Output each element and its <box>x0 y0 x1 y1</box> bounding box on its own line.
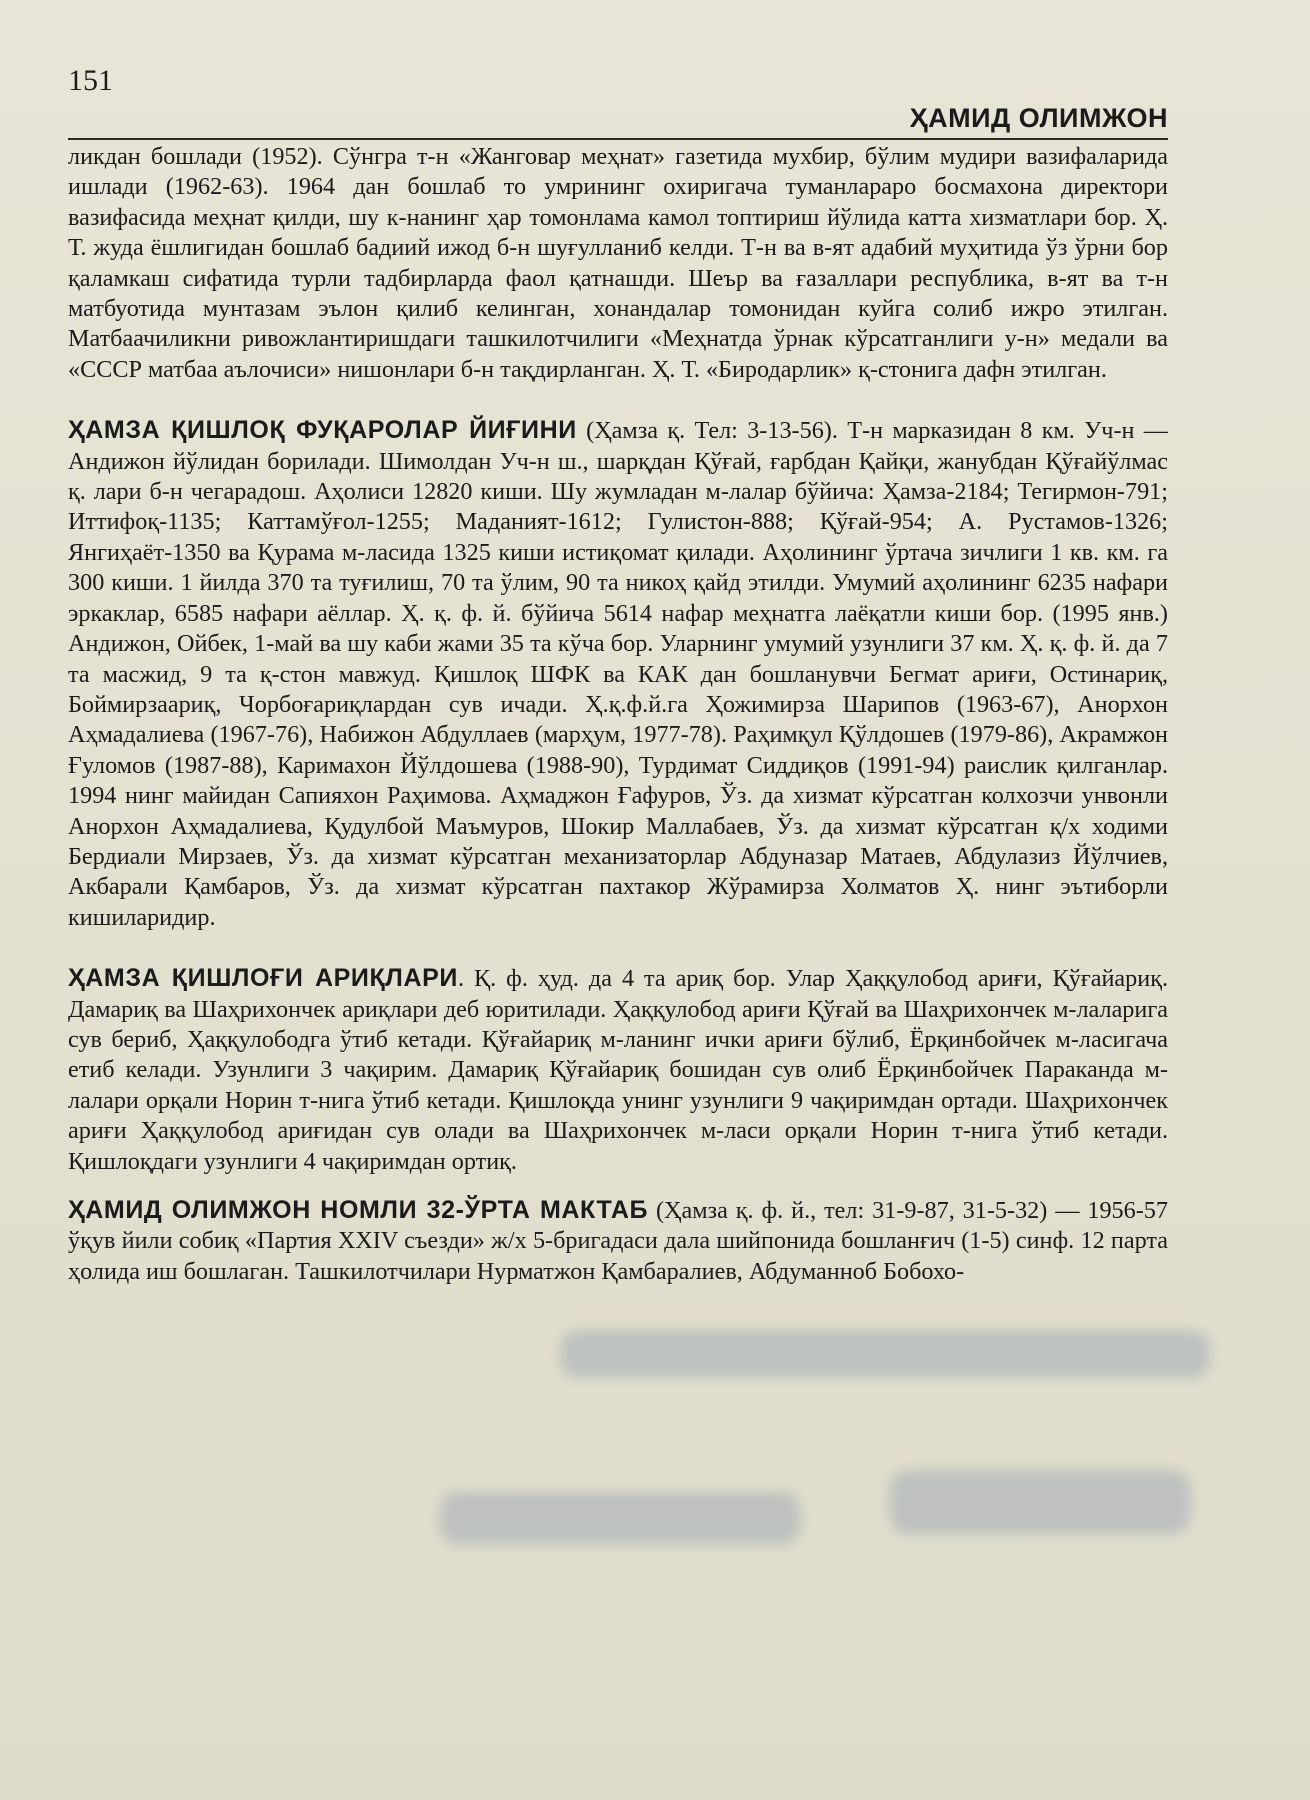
ink-stain <box>890 1470 1190 1534</box>
page-body <box>68 142 1168 1287</box>
entry-headword: ҲАМИД ОЛИМЖОН НОМЛИ 32-ЎРТА МАКТАБ <box>68 1196 649 1224</box>
entry-hamza-village-canals <box>68 963 1168 1177</box>
entry-text: (Ҳамза қ. ф. й., тел: 31-9-87, 31-5-32) — 1956-57 ўқув йили собиқ «Партия XXIV съезди» ж/х 5-бригадаси дала шийпонида бошланғич (1-5) синф. 12 парта ҳолида иш бошлаган. Ташкилотчилари Нурматжон Қамбаралиев, Абдуманноб Бобохо- <box>68 1197 1168 1285</box>
entry-headword: ҲАМЗА ҚИШЛОҒИ АРИҚЛАРИ <box>68 964 458 993</box>
page-header <box>68 62 1168 140</box>
ink-stain <box>560 1330 1210 1378</box>
ink-stain <box>440 1492 800 1544</box>
intro-paragraph: ликдан бошлади (1952). Сўнгра т-н «Жанговар меҳнат» газетида мухбир, бўлим мудири вазифаларида ишлади (1962-63). 1964 дан бошлаб то умрининг охиригача туманлараро босмахона директори вазифасида меҳнат қилди, шу к-нанинг ҳар томонлама камол топтириш йўлида катта хизматлари бор. Ҳ. Т. жуда ёшлигидан бошлаб бадиий ижод б-н шуғулланиб келди. Т-н ва в-ят адабий муҳитида ўз ўрни бор қаламкаш сифатида турли тадбирларда фаол қатнашди. Шеър ва ғазаллари республика, в-ят ва т-н матбуотида мунтазам эълон қилиб келинган, хонандалар томонидан куйга солиб ижро этилган. Матбаачиликни ривожлантиришдаги ташкилотчилиги «Меҳнатда ўрнак кўрсатганлиги у-н» медали ва «СССР матбаа аълочиси» нишонлари б-н тақдирланган. Ҳ. Т. «Биродарлик» қ-стонига дафн этилган. <box>68 143 1168 383</box>
entry-text: . Қ. ф. ҳуд. да 4 та ариқ бор. Улар Ҳаққулобод ариғи, Қўғайариқ. Дамариқ ва Шаҳрихончек ариқлари деб юритилади. Ҳаққулобод ариғи Қўғай ва Шаҳрихончек м-лаларига сув бериб, Ҳаққулободга ўтиб кетади. Қўғайариқ м-ланинг ички ариғи бўлиб, Ёрқинбойчек м-ласигача етиб келади. Узунлиги 3 чақирим. Дамариқ Қўғайариқ бошидан сув олиб Ёрқинбойчек Параканда м-лалари орқали Норин т-нига ўтиб кетади. Қишлоқда унинг узунлиги 9 чақиримдан ортади. Шаҳрихончек ариғи Ҳаққулобод ариғидан сув олади ва Шаҳрихончек м-ласи орқали Норин т-нига ўтиб кетади. Қишлоқдаги узунлиги 4 чақиримдан ортиқ. <box>68 965 1168 1175</box>
entry-headword: ҲАМЗА ҚИШЛОҚ ФУҚАРОЛАР ЙИҒИНИ <box>68 416 577 445</box>
entry-hamza-citizens-assembly <box>68 415 1168 933</box>
page-number: 151 <box>68 64 113 97</box>
running-title: ҲАМИД ОЛИМЖОН <box>909 103 1168 133</box>
entry-text: (Ҳамза қ. Тел: 3-13-56). Т-н марказидан 8 км. Уч-н — Андижон йўлидан борилади. Шимолдан Уч-н ш., шарқдан Қўғай, ғарбдан Қайқи, жанубдан Қўғайўлмас қ. лари б-н чегарадош. Аҳолиси 12820 киши. Шу жумладан м-лалар бўйича: Ҳамза-2184; Тегирмон-791; Иттифоқ-1135; Каттамўғол-1255; Маданият-1612; Гулистон-888; Қўғай-954; А. Рустамов-1326; Янгиҳаёт-1350 ва Қурама м-ласида 1325 киши истиқомат қилади. Аҳолининг ўртача зичлиги 1 кв. км. га 300 киши. 1 йилда 370 та туғилиш, 70 та ўлим, 90 та никоҳ қайд этилди. Умумий аҳолининг 6235 нафари эркаклар, 6585 нафари аёллар. Ҳ. қ. ф. й. бўйича 5614 нафар меҳнатга лаёқатли киши бор. (1995 янв.) Андижон, Ойбек, 1-май ва шу каби жами 35 та кўча бор. Уларнинг умумий узунлиги 37 км. Ҳ. қ. ф. й. да 7 та масжид, 9 та қ-стон мавжуд. Қишлоқ ШФК ва КАК дан бошланувчи Бегмат ариғи, Остинариқ, Боймирзаариқ, Чорбоғариқлардан сув ичади. Ҳ.қ.ф.й.га Ҳожимирза Шарипов (1963-67), Анорхон Аҳмадалиева (1967-76), Набижон Абдуллаев (марҳум, 1977-78). Раҳимқул Қўлдошев (1979-86), Акрамжон Ғуломов (1987-88), Каримахон Йўлдошева (1988-90), Турдимат Сиддиқов (1991-94) раислик қилганлар. 1994 нинг майидан Сапияхон Раҳимова. Аҳмаджон Ғафуров, Ўз. да хизмат кўрсатган колхозчи унвонли Анорхон Аҳмадалиева, Қудулбой Маъмуров, Шокир Маллабаев, Ўз. да хизмат кўрсатган қ/х ходими Бердиали Мирзаев, Ўз. да хизмат кўрсатган механизаторлар Абдуназар Матаев, Абдулазиз Йўлчиев, Акбарали Қамбаров, Ўз. да хизмат кўрсатган пахтакор Жўрамирза Холматов Ҳ. нинг эътиборли кишиларидир. <box>68 417 1168 931</box>
entry-school-32 <box>68 1195 1168 1287</box>
